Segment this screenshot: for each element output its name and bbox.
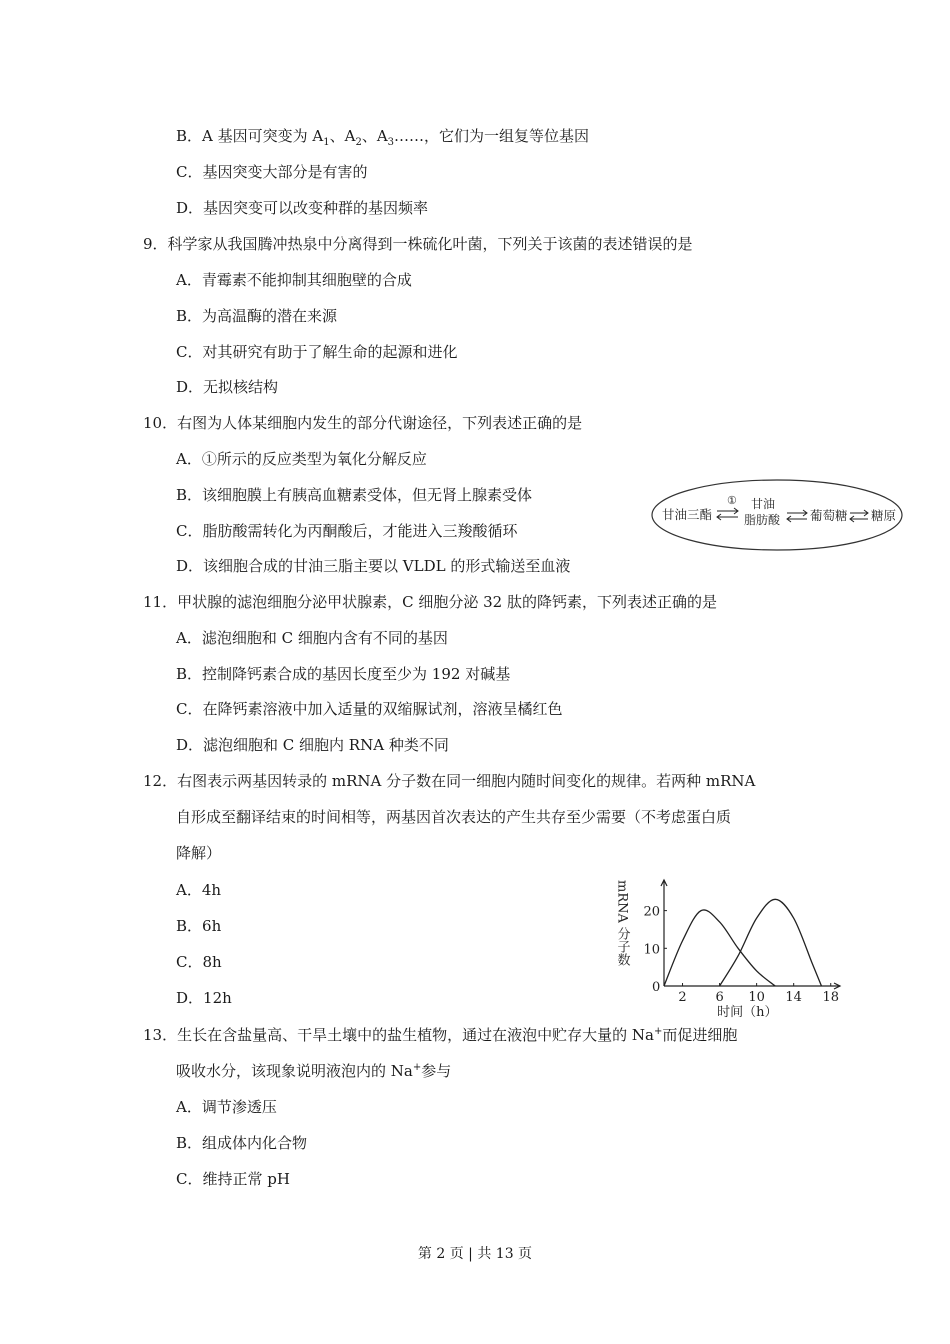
q12-option-c: C．8h (176, 953, 222, 971)
q11-option-b: B．控制降钙素合成的基因长度至少为 192 对碱基 (176, 665, 511, 683)
q9-stem: 9．科学家从我国腾冲热泉中分离得到一株硫化叶菌，下列关于该菌的表述错误的是 (143, 235, 693, 253)
q12-option-b: B．6h (176, 917, 222, 935)
q12-option-d: D．12h (176, 989, 232, 1007)
q11-option-d: D．滤泡细胞和 C 细胞内 RNA 种类不同 (176, 736, 449, 754)
q13-stem-line-2: 吸收水分，该现象说明液泡内的 Na+参与 (176, 1062, 452, 1080)
x-axis-label: 时间（h） (717, 1005, 778, 1018)
q8-option-c: C．基因突变大部分是有害的 (176, 163, 368, 181)
origin-label: 0 (652, 980, 661, 995)
q12-stem-line-2: 自形成至翻译结束的时间相等，两基因首次表达的产生共存至少需要（不考虑蛋白质 (176, 808, 732, 826)
q9-option-c: C．对其研究有助于了解生命的起源和进化 (176, 343, 458, 361)
q11-stem: 11．甲状腺的滤泡细胞分泌甲状腺素，C 细胞分泌 32 肽的降钙素，下列表述正确的是 (143, 593, 717, 611)
node-triglyceride: 甘油三酯 (662, 507, 713, 522)
node-glycerol: 甘油 (751, 497, 776, 511)
x-tick-label: 14 (785, 990, 802, 1005)
node-fatty-acid: 脂肪酸 (744, 513, 781, 527)
series-line-1 (664, 910, 775, 986)
arrow-pair-1 (717, 508, 738, 520)
q11-option-a: A．滤泡细胞和 C 细胞内含有不同的基因 (176, 629, 448, 647)
x-tick-label: 18 (822, 990, 840, 1005)
q10-option-a: A．①所示的反应类型为氧化分解反应 (176, 450, 427, 468)
q12-stem-line-3: 降解） (176, 844, 222, 862)
q9-option-d: D．无拟核结构 (176, 378, 279, 396)
x-tick-label: 2 (678, 990, 687, 1005)
q9-option-b: B．为高温酶的潜在来源 (176, 307, 338, 325)
q8-option-b: B．A 基因可突变为 $A_1$、$A_2$、$A_3\dots\dots$，它们为一组复等位基因 (176, 127, 590, 148)
q13-option-a: A．调节渗透压 (176, 1098, 277, 1116)
q11-option-c: C．在降钙素溶液中加入适量的双缩脲试剂，溶液呈橘红色 (176, 700, 563, 718)
q12-option-a: A．4h (176, 881, 222, 899)
arrow-pair-2 (787, 510, 807, 522)
q10-stem: 10．右图为人体某细胞内发生的部分代谢途径，下列表述正确的是 (143, 414, 583, 432)
q13-option-c: C．维持正常 pH (176, 1170, 290, 1188)
q8-option-d: D．基因突变可以改变种群的基因频率 (176, 199, 429, 217)
q13-option-b: B．组成体内化合物 (176, 1134, 308, 1152)
q10-option-d: D．该细胞合成的甘油三脂主要以 VLDL 的形式输送至血液 (176, 557, 571, 575)
q13-stem-line-1: 13．生长在含盐量高、干旱土壤中的盐生植物，通过在液泡中贮存大量的 Na+而促进细胞 (143, 1026, 738, 1044)
mrna-time-chart (612, 876, 844, 1018)
q12-stem-line-1: 12．右图表示两基因转录的 mRNA 分子数在同一细胞内随时间变化的规律。若两种 mRNA (143, 772, 756, 790)
x-tick-label: 10 (748, 990, 765, 1005)
page-footer: 第 2 页 | 共 13 页 (417, 1246, 533, 1262)
y-tick-label: 10 (643, 942, 660, 958)
q9-option-a: A．青霉素不能抑制其细胞壁的合成 (176, 271, 412, 289)
y-axis-label: mRNA 分子数 (614, 880, 630, 967)
y-tick-label: 20 (643, 904, 660, 920)
metabolic-pathway-diagram (650, 478, 904, 552)
arrow-pair-3 (850, 510, 868, 522)
q10-option-b: B．该细胞膜上有胰高血糖素受体，但无肾上腺素受体 (176, 486, 533, 504)
node-glucose: 葡萄糖 (810, 508, 848, 523)
x-tick-label: 6 (715, 990, 724, 1005)
reaction-mark: ① (727, 494, 737, 507)
q10-option-c: C．脂肪酸需转化为丙酮酸后，才能进入三羧酸循环 (176, 522, 518, 540)
node-glycogen: 糖原 (871, 508, 897, 523)
